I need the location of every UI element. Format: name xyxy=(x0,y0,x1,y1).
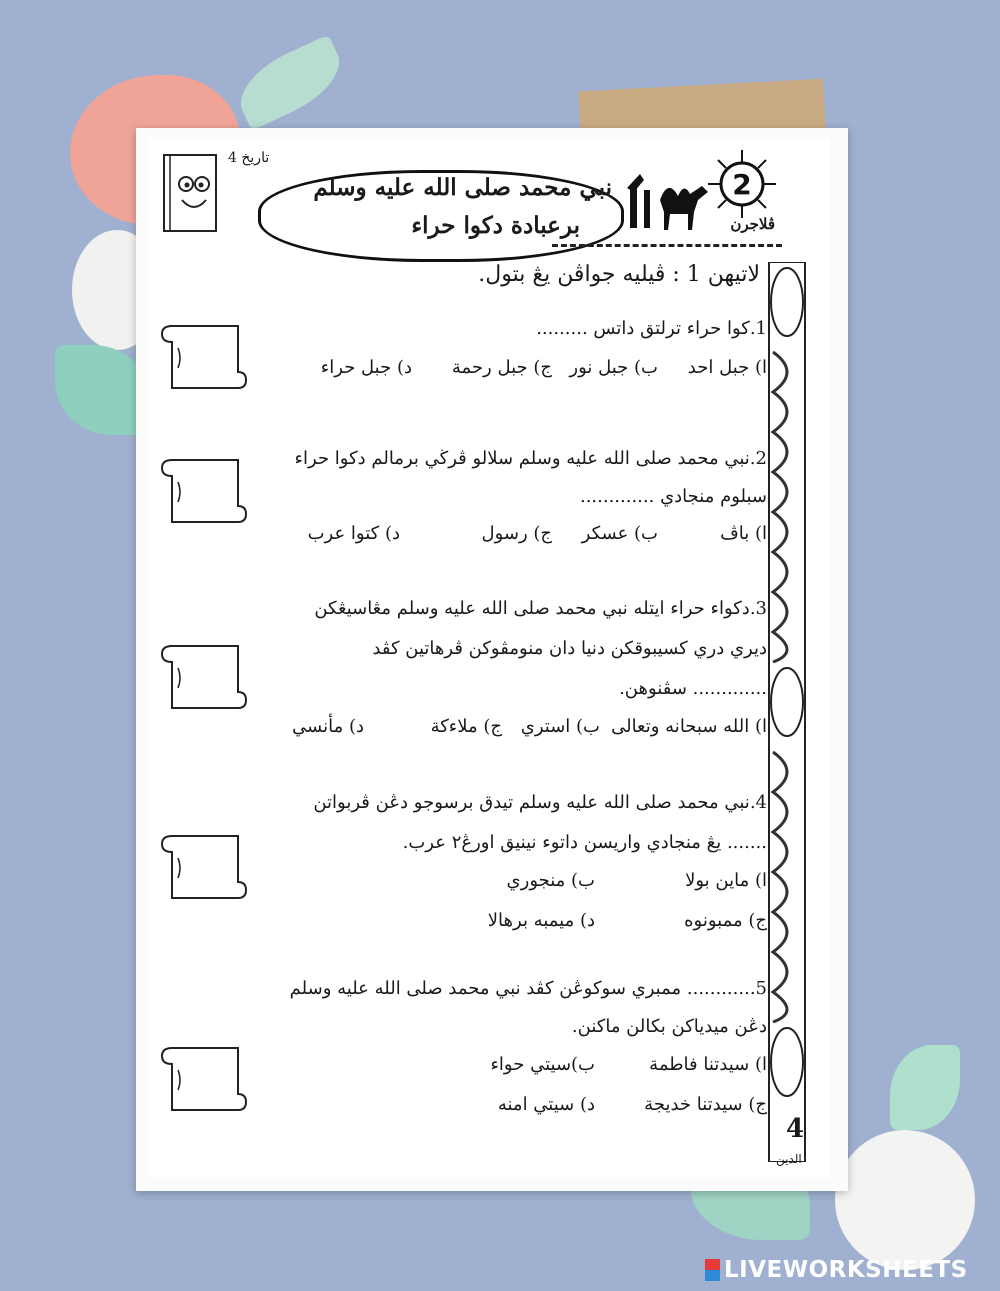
question-1-option-a[interactable]: ا) جبل احد xyxy=(687,357,767,378)
question-3-text-continued: ............. سڤنوهن. xyxy=(619,678,767,699)
liveworksheets-watermark xyxy=(705,1255,968,1285)
question-2-text: 2.نبي محمد صلى الله عليه وسلم سلالو ڤرڬي برمالم دكوا حراء xyxy=(294,448,767,469)
question-1-text: 1.كوا حراء ترلتق داتس ......... xyxy=(536,318,767,339)
watermark-text: LIVEWORKSHEETS xyxy=(724,1257,968,1283)
question-1-option-c[interactable]: ج) جبل رحمة xyxy=(451,357,552,378)
question-2-option-b[interactable]: ب) عسكر xyxy=(581,523,658,544)
question-3-option-b[interactable]: ب) استري xyxy=(520,716,600,737)
question-3-option-a[interactable]: ا) الله سبحانه وتعالى xyxy=(611,716,767,737)
question-3-text-continued: ديري دري كسيبوقكن دنيا دان منومڤوكن ڤرهاتين كڤد xyxy=(372,638,767,659)
question-5-text: 5............ ممبري سوكوڠن كڤد نبي محمد صلى الله عليه وسلم xyxy=(289,978,767,999)
book-face-icon xyxy=(160,152,220,234)
scroll-answer-box-icon[interactable] xyxy=(158,638,250,716)
question-2-option-c[interactable]: ج) رسول xyxy=(481,523,552,544)
footer-number: 4 xyxy=(786,1114,805,1144)
question-4-option-b[interactable]: ب) منجوري xyxy=(506,870,595,891)
question-3-option-d[interactable]: د) مأنسي xyxy=(292,716,364,737)
question-3-text: 3.دكواء حراء ايتله نبي محمد صلى الله عليه وسلم مڠاسيڠكن xyxy=(314,598,767,619)
scroll-answer-box-icon[interactable] xyxy=(158,318,250,396)
question-5-option-d[interactable]: د) سيتي امنه xyxy=(497,1094,595,1115)
header-divider xyxy=(552,244,782,247)
corner-label: ڤلاجرن xyxy=(730,215,775,233)
page-subtitle: برعبادة دكوا حراء xyxy=(411,212,580,239)
question-5-text-continued: دڠن ميدياكن بكالن ماكنن. xyxy=(571,1016,767,1037)
decorative-leaf xyxy=(890,1045,960,1130)
question-2-option-d[interactable]: د) كتوا عرب xyxy=(307,523,400,544)
question-3-option-c[interactable]: ج) ملاءكة xyxy=(430,716,502,737)
question-1-option-d[interactable]: د) جبل حراء xyxy=(320,357,412,378)
question-2-text-continued: سبلوم منجادي ............. xyxy=(579,486,767,507)
date-label: تاريخ 4 xyxy=(228,150,270,166)
scroll-answer-box-icon[interactable] xyxy=(158,828,250,906)
question-4-option-c[interactable]: ج) ممبونوه xyxy=(684,910,767,931)
question-5-option-c[interactable]: ج) سيدتنا خديجة xyxy=(644,1094,767,1115)
question-5-option-b[interactable]: ب)سيتي حواء xyxy=(490,1054,595,1075)
question-2-option-a[interactable]: ا) باڤ xyxy=(720,523,767,544)
decorative-leaf xyxy=(229,34,352,130)
camel-icon xyxy=(622,166,712,236)
footer-subject-label: الدين xyxy=(776,1152,802,1166)
question-1-option-b[interactable]: ب) جبل نور xyxy=(569,357,658,378)
liveworksheets-logo-icon xyxy=(705,1259,720,1281)
question-4-option-d[interactable]: د) ميمبه برهالا xyxy=(487,910,595,931)
question-5-option-a[interactable]: ا) سيدتنا فاطمة xyxy=(649,1054,767,1075)
page-title: نبي محمد صلى الله عليه وسلم xyxy=(313,174,612,201)
question-4-option-a[interactable]: ا) ماين بولا xyxy=(685,870,767,891)
question-4-text-continued: ....... يڠ منجادي واريسن داتوء نينيق اورڠ٢ عرب. xyxy=(402,832,767,853)
scroll-answer-box-icon[interactable] xyxy=(158,1040,250,1118)
question-4-text: 4.نبي محمد صلى الله عليه وسلم تيدق برسوجو دڠن ڤربواتن xyxy=(313,792,767,813)
decorative-flower-white xyxy=(835,1130,975,1270)
scroll-answer-box-icon[interactable] xyxy=(158,452,250,530)
sun-badge-icon xyxy=(706,148,778,220)
ornamental-border xyxy=(763,262,811,1162)
exercise-instruction: لاتيهن 1 : ڤيليه جواڤن يڠ بتول. xyxy=(478,262,760,287)
badge-number: 2 xyxy=(732,168,752,201)
